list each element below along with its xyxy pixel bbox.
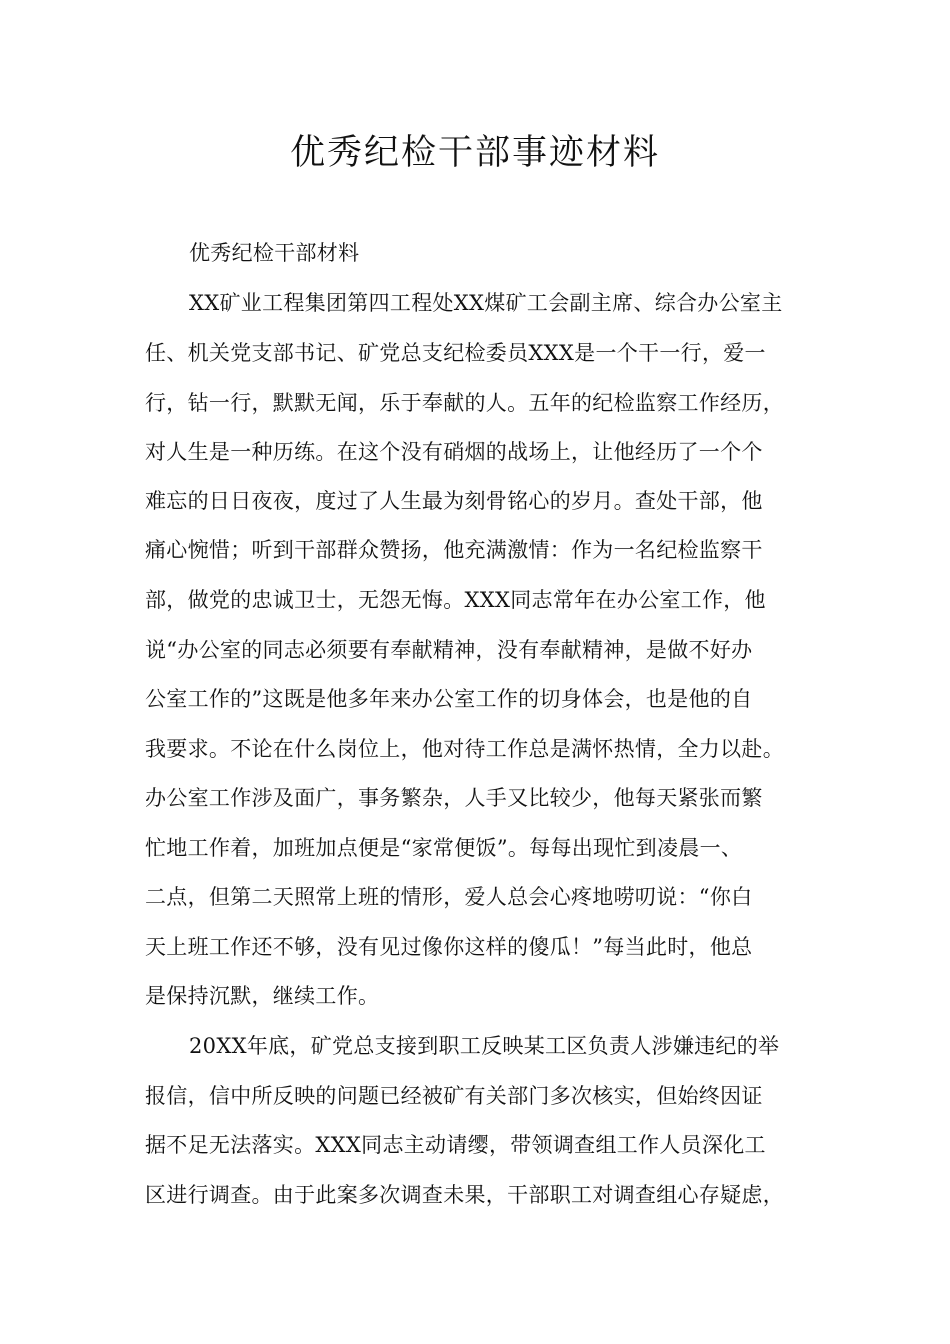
document-title: 优秀纪检干部事迹材料 (289, 133, 660, 173)
paragraph-2-line: 20XX年底，矿党总支接到职工反映某工区负责人涉嫌违纪的举 (189, 1034, 780, 1058)
paragraph-1-line: 任、机关党支部书记、矿党总支纪检委员XXX是一个干一行，爱一 (145, 341, 766, 365)
paragraph-1-line: 是保持沉默，继续工作。 (145, 984, 380, 1008)
subheading: 优秀纪检干部材料 (189, 241, 360, 265)
paragraph-1-line: 忙地工作着，加班加点便是“家常便饭”。每每出现忙到凌晨一、 (145, 836, 743, 860)
paragraph-1-line: 部，做党的忠诚卫士，无怨无悔。XXX同志常年在办公室工作，他 (145, 588, 766, 612)
paragraph-1-line: XX矿业工程集团第四工程处XX煤矿工会副主席、综合办公室主 (189, 291, 783, 315)
paragraph-1-line: 办公室工作涉及面广，事务繁杂，人手又比较少，他每天紧张而繁 (145, 786, 763, 810)
paragraph-1-line: 公室工作的”这既是他多年来办公室工作的切身体会，也是他的自 (145, 687, 753, 711)
paragraph-1-line: 行，钻一行，默默无闻，乐于奉献的人。五年的纪检监察工作经历， (145, 391, 784, 415)
paragraph-1-line: 痛心惋惜；听到干部群众赞扬，他充满激情：作为一名纪检监察干 (145, 538, 763, 562)
paragraph-1-line: 对人生是一种历练。在这个没有硝烟的战场上，让他经历了一个个 (145, 440, 763, 464)
paragraph-2-line: 报信，信中所反映的问题已经被矿有关部门多次核实，但始终因证 (145, 1084, 763, 1108)
paragraph-2-line: 据不足无法落实。XXX同志主动请缨，带领调查组工作人员深化工 (145, 1133, 766, 1157)
paragraph-1-line: 难忘的日日夜夜，度过了人生最为刻骨铭心的岁月。查处干部，他 (145, 489, 763, 513)
paragraph-1-line: 二点，但第二天照常上班的情形，爱人总会心疼地唠叨说：“你白 (145, 885, 753, 909)
paragraph-2-line: 区进行调查。由于此案多次调查未果，干部职工对调查组心存疑虑， (145, 1183, 784, 1207)
paragraph-1-line: 天上班工作还不够，没有见过像你这样的傻瓜！”每当此时，他总 (145, 935, 753, 959)
paragraph-1-line: 说“办公室的同志必须要有奉献精神，没有奉献精神，是做不好办 (145, 638, 753, 662)
paragraph-1-line: 我要求。不论在什么岗位上，他对待工作总是满怀热情，全力以赴。 (145, 737, 784, 761)
